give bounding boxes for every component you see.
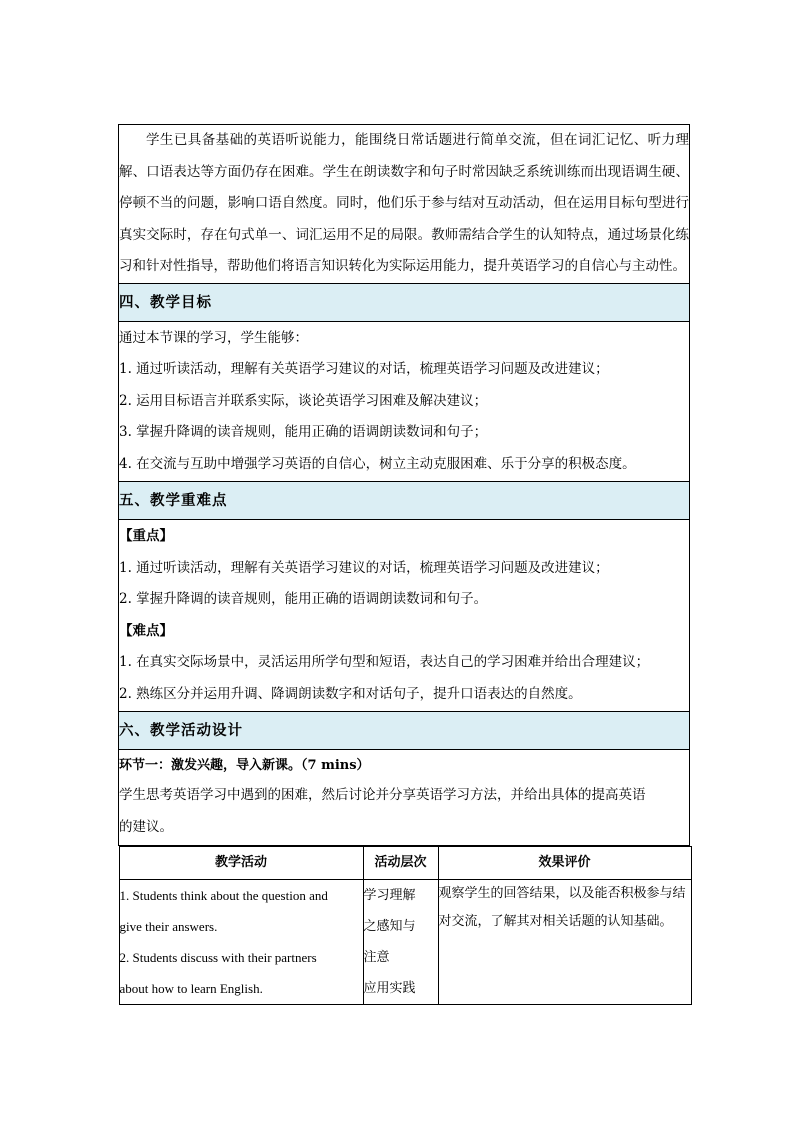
section-heading-key-points: 五、教学重难点	[119, 482, 690, 520]
level-line: 学习理解	[363, 888, 416, 903]
stage-description: 的建议。	[119, 818, 173, 835]
stage-description: 学生思考英语学习中遇到的困难，然后讨论并分享英语学习方法，并给出具体的提高英语	[119, 787, 646, 803]
header-evaluation: 效果评价	[438, 847, 691, 880]
section-heading-activities: 六、教学活动设计	[119, 712, 690, 750]
evaluation-text: 观察学生的回答结果，以及能否积极参与结对交流，了解其对相关话题的认知基础。	[438, 886, 686, 929]
level-line: 之感知与	[363, 919, 416, 934]
objective-line: 4. 在交流与互助中增强学习英语的自信心，树立主动克服困难、乐于分享的积极态度。	[119, 455, 636, 472]
evaluation-cell	[438, 880, 691, 1005]
level-line: 应用实践	[363, 981, 416, 996]
key-points-cell	[119, 520, 690, 712]
section-heading-objectives: 四、教学目标	[119, 283, 690, 321]
header-level: 活动层次	[363, 847, 438, 880]
activity-line: give their answers.	[119, 919, 218, 934]
difficult-points-label: 【难点】	[119, 622, 173, 639]
key-point-line: 1. 通过听读活动，理解有关英语学习建议的对话，梳理英语学习问题及改进建议；	[119, 559, 609, 576]
objective-line: 1. 通过听读活动，理解有关英语学习建议的对话，梳理英语学习问题及改进建议；	[119, 361, 609, 377]
objectives-cell	[119, 321, 690, 482]
level-cell	[363, 880, 438, 1005]
header-activity: 教学活动	[119, 847, 363, 880]
activity-line: 2. Students discuss with their partners	[119, 950, 317, 965]
stage-title: 环节一：激发兴趣，导入新课。（7 mins）	[119, 758, 370, 773]
activity-cell	[119, 880, 363, 1005]
lesson-plan-table	[118, 124, 690, 1005]
objective-line: 通过本节课的学习，学生能够：	[119, 329, 308, 346]
difficult-point-line: 1. 在真实交际场景中，灵活运用所学句型和短语，表达自己的学习困难并给出合理建议；	[119, 654, 650, 670]
key-point-line: 2. 掌握升降调的读音规则，能用正确的语调朗读数词和句子。	[119, 591, 488, 607]
activity-table-wrapper	[119, 846, 690, 1006]
objective-line: 2. 运用目标语言并联系实际，谈论英语学习困难及解决建议；	[119, 392, 488, 409]
student-analysis-text: 学生已具备基础的英语听说能力，能围绕日常话题进行简单交流，但在词汇记忆、听力理解、口语表达等方面仍存在困难。学生在朗读数字和句子时常因缺乏系统训练而出现语调生硬、停顿不当的问题，影响口语自然度。同时，他们乐于参与结对互动活动，但在运用目标句型进行真实交际时，存在句式单一、词汇运用不足的局限。教师需结合学生的认知特点，通过场景化练习和针对性指导，帮助他们将语言知识转化为实际运用能力，提升英语学习的自信心与主动性。	[119, 132, 689, 274]
activity-line: 1. Students think about the question and	[119, 888, 328, 903]
level-line: 注意	[363, 950, 390, 965]
key-points-label: 【重点】	[119, 528, 173, 544]
student-analysis-cell	[119, 125, 690, 284]
difficult-point-line: 2. 熟练区分并运用升调、降调朗读数字和对话句子，提升口语表达的自然度。	[119, 685, 582, 702]
lesson-plan-page	[118, 124, 690, 1005]
objective-line: 3. 掌握升降调的读音规则，能用正确的语调朗读数词和句子；	[119, 424, 488, 440]
activity-line: about how to learn English.	[119, 981, 263, 996]
activity-table	[119, 846, 692, 1005]
stage-one-cell	[119, 750, 690, 846]
